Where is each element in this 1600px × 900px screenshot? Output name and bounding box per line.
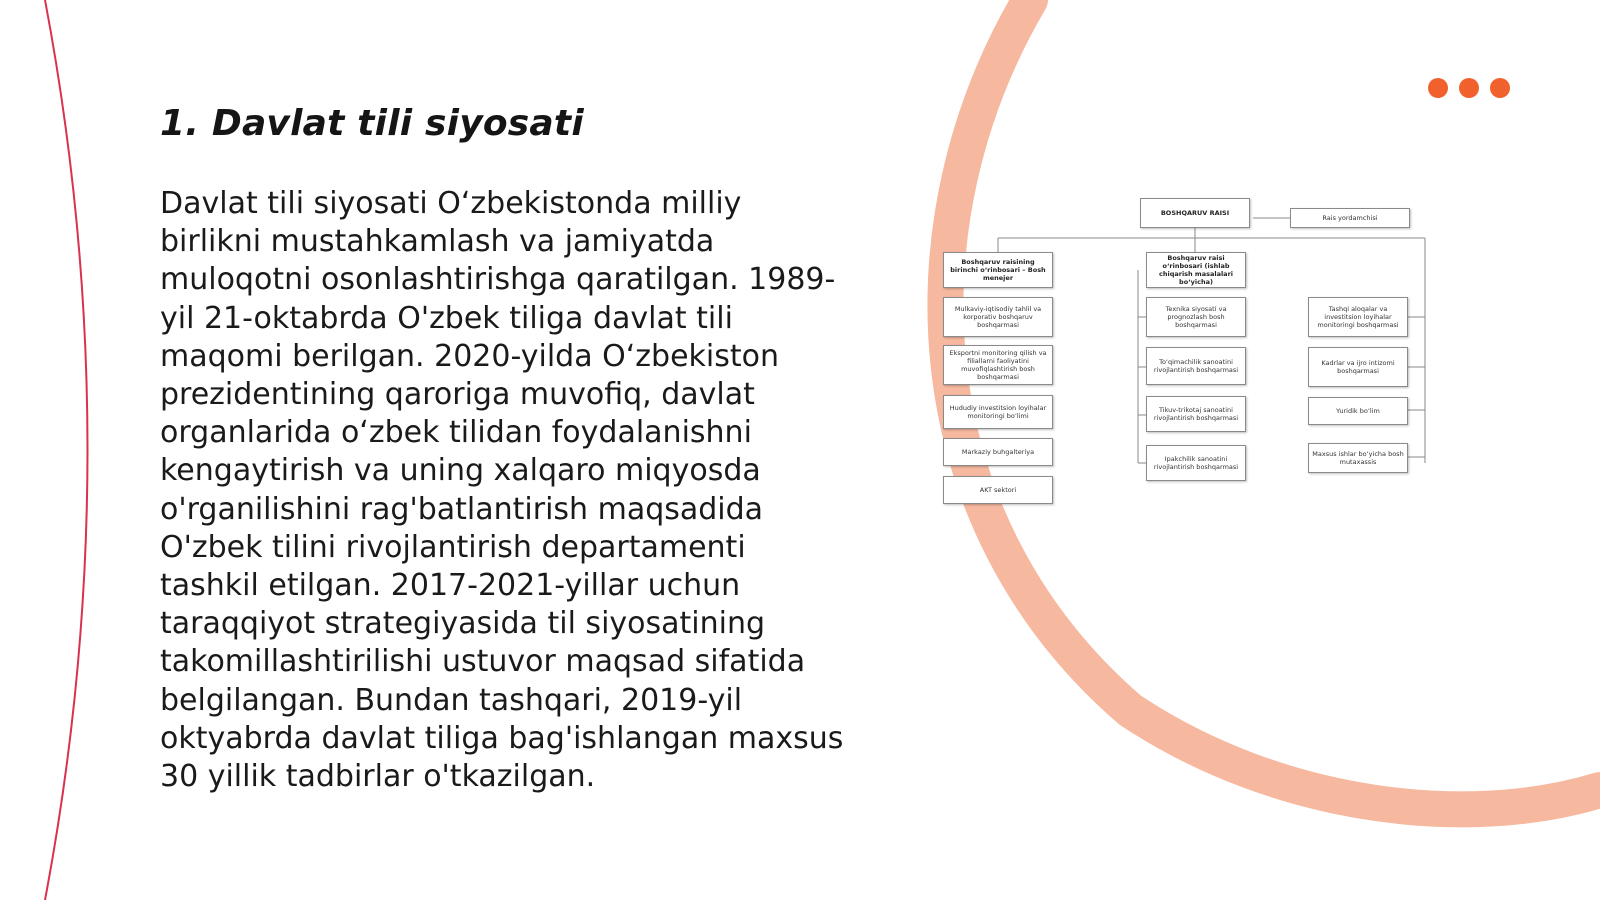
dot-icon: [1428, 78, 1448, 98]
org-box-left-item: AKT sektori: [943, 476, 1053, 504]
org-box-middle-item: Texnika siyosati va prognozlash bosh boshqarmasi: [1146, 297, 1246, 337]
dot-icon: [1459, 78, 1479, 98]
org-box-left-item: Eksportni monitoring qilish va filiallarni faoliyatini muvofiqlashtirish bosh boshqarmasi: [943, 345, 1053, 385]
org-box-head: BOSHQARUV RAISI: [1140, 198, 1250, 228]
org-box-middle-header: Boshqaruv raisi o‘rinbosari (ishlab chiqarish masalalari bo‘yicha): [1146, 252, 1246, 288]
org-box-right-item: Yuridik bo‘lim: [1308, 397, 1408, 425]
org-box-assistant: Rais yordamchisi: [1290, 208, 1410, 228]
org-box-right-item: Maxsus ishlar bo‘yicha bosh mutaxassis: [1308, 443, 1408, 473]
slide-body-text: Davlat tili siyosati O‘zbekistonda milliy birlikni mustahkamlash va jamiyatda muloqotni osonlashtirishga qaratilgan. 1989-yil 21-oktabrda O'zbek tiliga davlat tili maqomi berilgan. 2020-yilda O‘zbekiston prezidentining qaroriga muvofiq, davlat organlarida o‘zbek tilidan foydalanishni kengaytirish va uning xalqaro miqyosda o'rganilishini rag'batlantirish maqsadida O'zbek tilini rivojlantirish departamenti tashkil etilgan. 2017-2021-yillar uchun taraqqiyot strategiyasida til siyosatining takomillashtirilishi ustuvor maqsad sifatida belgilangan. Bundan tashqari, 2019-yil oktyabrda davlat tiliga bag'ishlangan maxsus 30 yillik tadbirlar o'tkazilgan.: [160, 186, 844, 795]
org-box-right-item: Tashqi aloqalar va investitsion loyihalar monitoringi boshqarmasi: [1308, 297, 1408, 337]
org-box-middle-item: To‘qimachilik sanoatini rivojlantirish boshqarmasi: [1146, 347, 1246, 385]
org-box-left-item: Mulkaviy-iqtisodiy tahlil va korporativ boshqaruv boshqarmasi: [943, 297, 1053, 337]
org-box-middle-item: Ipakchilik sanoatini rivojlantirish boshqarmasi: [1146, 445, 1246, 481]
org-box-right-item: Kadrlar va ijro intizomi boshqarmasi: [1308, 347, 1408, 387]
org-chart-image: [950, 195, 1470, 525]
org-box-middle-item: Tikuv-trikotaj sanoatini rivojlantirish boshqarmasi: [1146, 396, 1246, 432]
org-box-left-item: Hududiy investitsion loyihalar monitoringi bo‘limi: [943, 395, 1053, 429]
menu-dots-icon: [1428, 78, 1510, 98]
dot-icon: [1490, 78, 1510, 98]
org-box-left-header: Boshqaruv raisining birinchi o‘rinbosari – Bosh menejer: [943, 252, 1053, 288]
slide-title: 1. Davlat tili siyosati: [160, 103, 584, 144]
left-curve-line: [45, 0, 88, 900]
org-box-left-item: Markaziy buhgalteriya: [943, 438, 1053, 466]
